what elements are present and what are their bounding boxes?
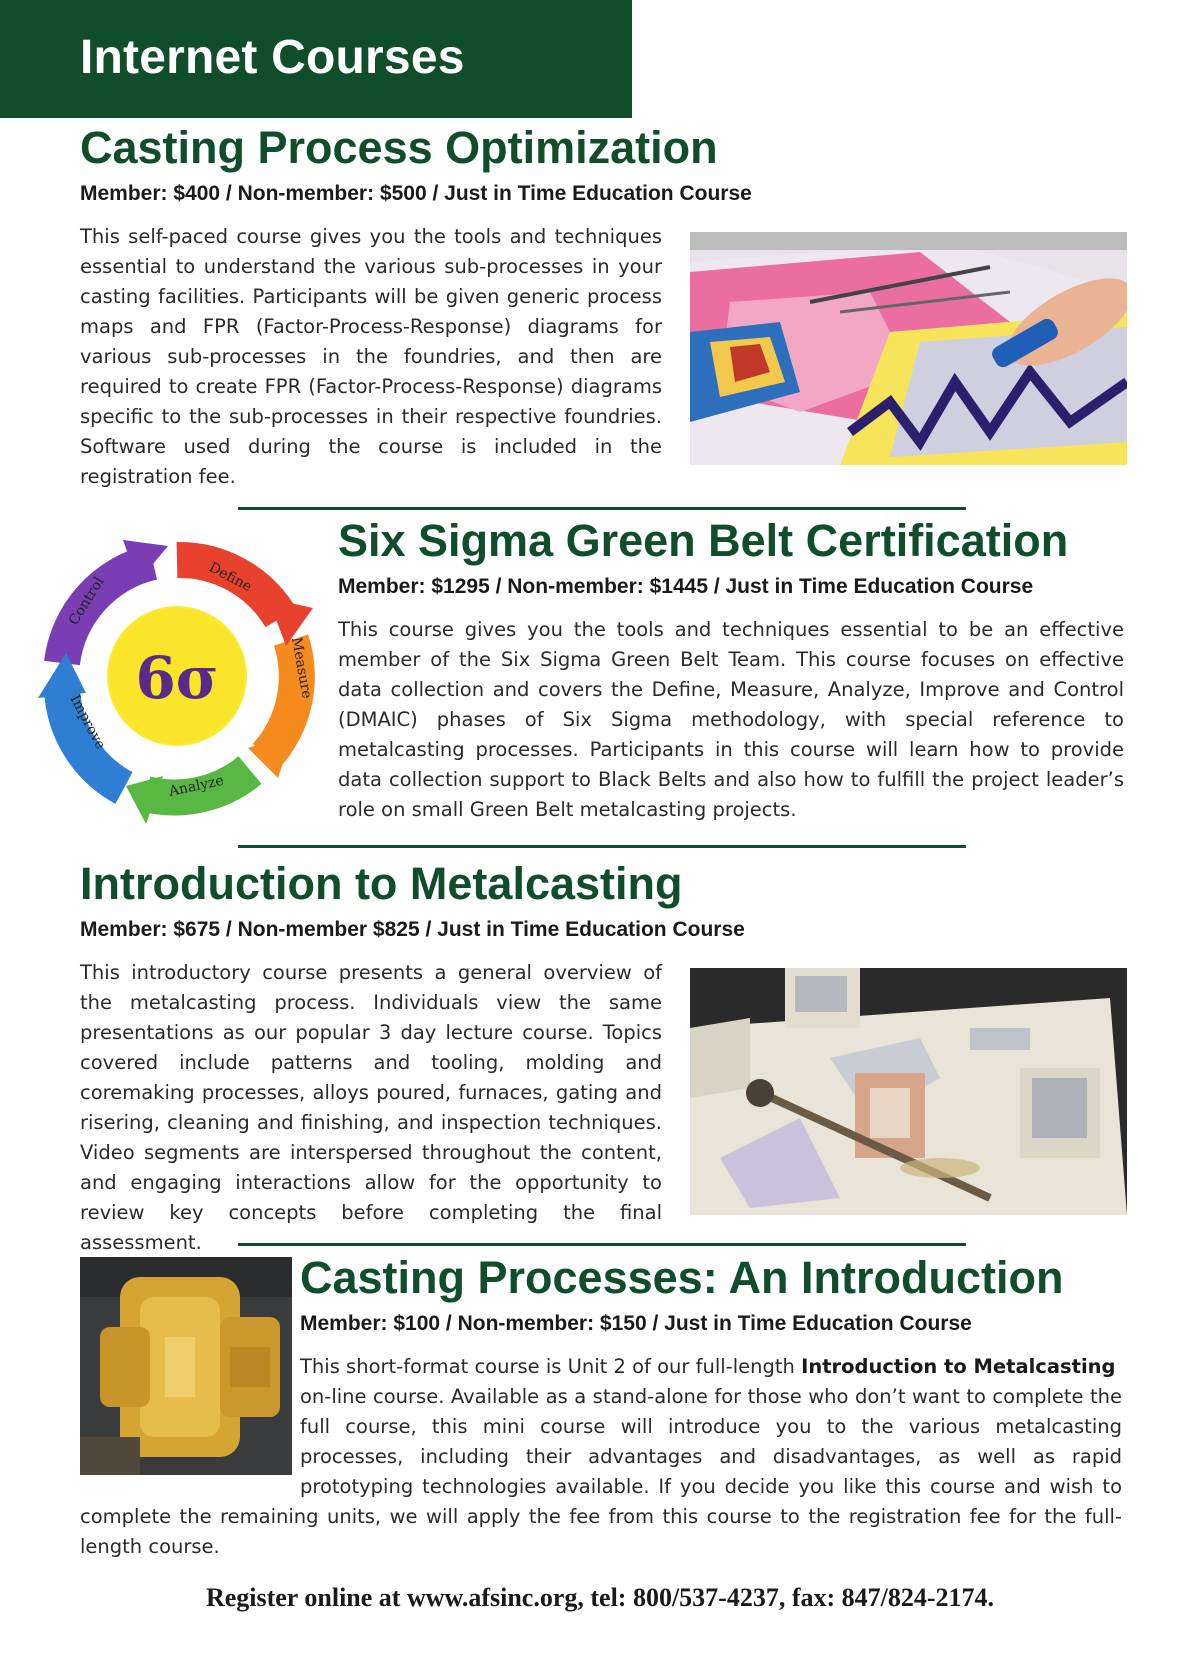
footer-contact: Register online at www.afsinc.org, tel: 800/537-4237, fax: 847/824-2174. <box>205 1583 995 1612</box>
course-title-casting-processes: Casting Processes: An Introduction <box>300 1252 1064 1303</box>
course-price-casting-process-optimization: Member: $400 / Non-member: $500 / Just in Time Education Course <box>80 182 752 205</box>
course-price-intro-metalcasting: Member: $675 / Non-member $825 / Just in Time Education Course <box>80 918 745 941</box>
description-bold-course-name: Introduction to Metalcasting <box>801 1355 1116 1378</box>
cycle-label-define: Define <box>206 559 255 596</box>
course-price-six-sigma: Member: $1295 / Non-member: $1445 / Just in Time Education Course <box>338 575 1034 598</box>
cycle-label-control: Control <box>65 574 108 629</box>
course-description-casting-processes-wrap <box>80 1382 1122 1558</box>
dmaic-cycle-graphic <box>28 528 326 830</box>
course-description-casting-processes-part1 <box>300 1352 1122 1382</box>
drafting-chart-photo <box>690 232 1127 465</box>
cycle-label-measure: Measure <box>288 635 315 700</box>
metalcasting-mold-photo <box>690 968 1127 1215</box>
course-description-casting-processes-part2: on-line course. Available as a stand-alone for those who don’t want to complete the full course, this mini course will introduce you to the various metalcasting processes, including their advantages and disadvantages, as well as rapid prototyping technologies available. If you decide you like this course and wish to complete the remaining units, we will apply the fee from this course to the registration fee for the full-length course. <box>80 1385 1122 1558</box>
course-description-six-sigma: This course gives you the tools and techniques essential to be an effective member of the Six Sigma Green Belt Team. This course focuses on effective data collection and covers the Define, Measure, Analyze, Improve and Control (DMAIC) phases of Six Sigma methodology, with special reference to metalcasting processes. Participants in this course will learn how to provide data collection support to Black Belts and also how to fulfill the project leader’s role on small Green Belt metalcasting projects. <box>338 618 1124 821</box>
description-text: This short-format course is Unit 2 of our full-length <box>300 1355 802 1378</box>
course-description-intro-metalcasting: This introductory course presents a general overview of the metalcasting process. Individuals view the same presentations as our popular 3 day lecture course. Topics covered include patterns and tooling, molding and coremaking processes, alloys poured, furnaces, gating and risering, cleaning and finishing, and inspection techniques. Video segments are interspersed throughout the content, and engaging interactions allow for the opportunity to review key concepts before completing the final assessment. <box>80 961 662 1254</box>
course-title-six-sigma: Six Sigma Green Belt Certification <box>338 515 1069 566</box>
cycle-label-analyze: Analyze <box>167 772 226 800</box>
section-divider <box>238 507 966 510</box>
header-banner <box>0 0 632 118</box>
cycle-label-improve: Improve <box>66 692 109 753</box>
course-description-casting-process-optimization: This self-paced course gives you the tools and techniques essential to understand the various sub-processes in your casting facilities. Participants will be given generic process maps and FPR (Factor-Process-Response) diagrams for various sub-processes in the foundries, and then are required to create FPR (Factor-Process-Response) diagrams specific to the sub-processes in their respective foundries. Software used during the course is included in the registration fee. <box>80 225 662 488</box>
six-sigma-symbol: 6σ <box>135 644 219 712</box>
section-divider <box>238 845 966 848</box>
page-title: Internet Courses <box>80 31 465 84</box>
section-divider <box>238 1243 966 1246</box>
wrap-spacer <box>80 1382 300 1502</box>
course-title-casting-process-optimization: Casting Process Optimization <box>80 122 718 173</box>
course-price-casting-processes: Member: $100 / Non-member: $150 / Just in Time Education Course <box>300 1312 972 1335</box>
course-title-intro-metalcasting: Introduction to Metalcasting <box>80 858 683 909</box>
